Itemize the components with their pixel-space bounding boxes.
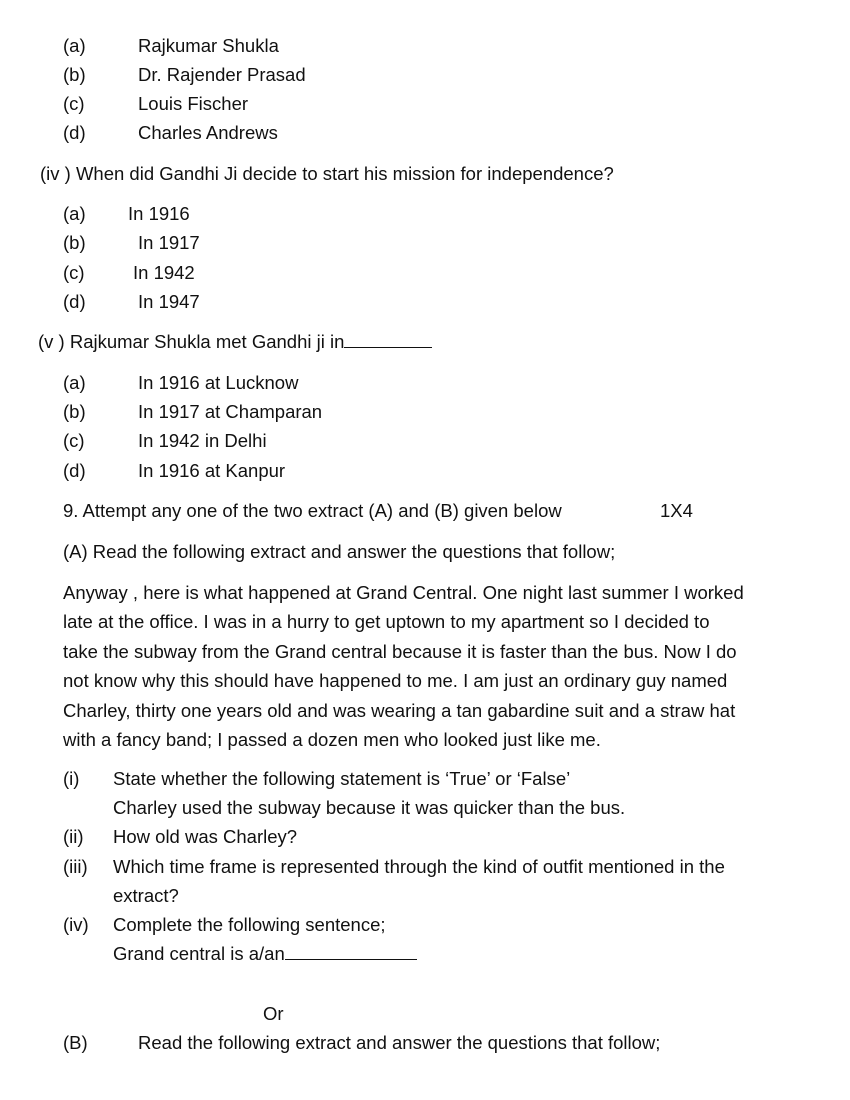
q5-option-text: In 1916 at Lucknow — [138, 372, 299, 393]
q5-option-label: (b) — [63, 401, 86, 422]
q4-option-label: (c) — [63, 262, 85, 283]
q5-option-label: (a) — [63, 372, 86, 393]
marks-label: 1X4 — [660, 500, 693, 521]
q5-option-label: (d) — [63, 460, 86, 481]
question-9-instruction: 9. Attempt any one of the two extract (A) and (B) given below — [63, 500, 562, 521]
extract-line: with a fancy band; I passed a dozen men who looked just like me. — [63, 729, 601, 751]
q4-option-text: In 1947 — [138, 291, 200, 312]
sub-question-text: extract? — [113, 885, 179, 906]
q3-option-label: (a) — [63, 35, 86, 56]
sub-question-label: (iii) — [63, 856, 88, 877]
q3-option-text: Louis Fischer — [138, 93, 249, 114]
part-b-heading: Read the following extract and answer the questions that follow; — [138, 1032, 661, 1053]
q5-option-label: (c) — [63, 430, 85, 451]
extract-line: not know why this should have happened to me. I am just an ordinary guy named — [63, 670, 728, 692]
or-separator: Or — [263, 1003, 284, 1024]
q5-option-text: In 1916 at Kanpur — [138, 460, 286, 481]
q3-option-label: (d) — [63, 122, 86, 143]
sub-question-text: Complete the following sentence; — [113, 914, 386, 935]
sub-question-text: Charley used the subway because it was quicker than the bus. — [113, 797, 626, 818]
question-iv: (iv ) When did Gandhi Ji decide to start his mission for independence? — [40, 163, 614, 184]
extract-line: Anyway , here is what happened at Grand Central. One night last summer I worked — [63, 582, 744, 603]
sub-question-label: (i) — [63, 768, 80, 789]
extract-line: take the subway from the Grand central because it is faster than the bus. Now I do — [63, 640, 737, 662]
q3-option-text: Rajkumar Shukla — [138, 35, 279, 56]
extract-paragraph — [63, 578, 823, 754]
question-v — [38, 331, 432, 353]
extract-line: Charley, thirty one years old and was wearing a tan gabardine suit and a straw hat — [63, 699, 736, 721]
sub-question-label: (iv) — [63, 914, 89, 935]
part-b-label: (B) — [63, 1032, 88, 1053]
answer-blank — [344, 331, 432, 348]
sub-question-text: Which time frame is represented through the kind of outfit mentioned in the — [113, 856, 725, 877]
q4-option-text: In 1942 — [133, 262, 195, 283]
q4-option-text: In 1916 — [128, 203, 190, 224]
answer-blank — [285, 943, 417, 960]
q3-option-text: Charles Andrews — [138, 122, 278, 143]
q5-option-text: In 1917 at Champaran — [138, 401, 323, 422]
q4-option-label: (d) — [63, 291, 86, 312]
q4-option-label: (a) — [63, 203, 86, 224]
sub-question-text: How old was Charley? — [113, 826, 298, 847]
sub-question-label: (ii) — [63, 826, 84, 847]
part-a-heading: (A) Read the following extract and answer the questions that follow; — [63, 541, 616, 562]
q4-option-label: (b) — [63, 232, 86, 253]
question-v-text: (v ) Rajkumar Shukla met Gandhi ji in — [38, 331, 345, 352]
q3-option-text: Dr. Rajender Prasad — [138, 64, 306, 85]
sub-question-text-part: Grand central is a/an — [113, 943, 285, 964]
q4-option-text: In 1917 — [138, 232, 200, 253]
extract-line: late at the office. I was in a hurry to get uptown to my apartment so I decided to — [63, 611, 710, 633]
q3-option-label: (b) — [63, 64, 86, 85]
q5-option-text: In 1942 in Delhi — [138, 430, 267, 451]
sub-question-text — [113, 943, 417, 965]
q3-option-label: (c) — [63, 93, 85, 114]
sub-question-text: State whether the following statement is ‘True’ or ‘False’ — [113, 768, 571, 789]
